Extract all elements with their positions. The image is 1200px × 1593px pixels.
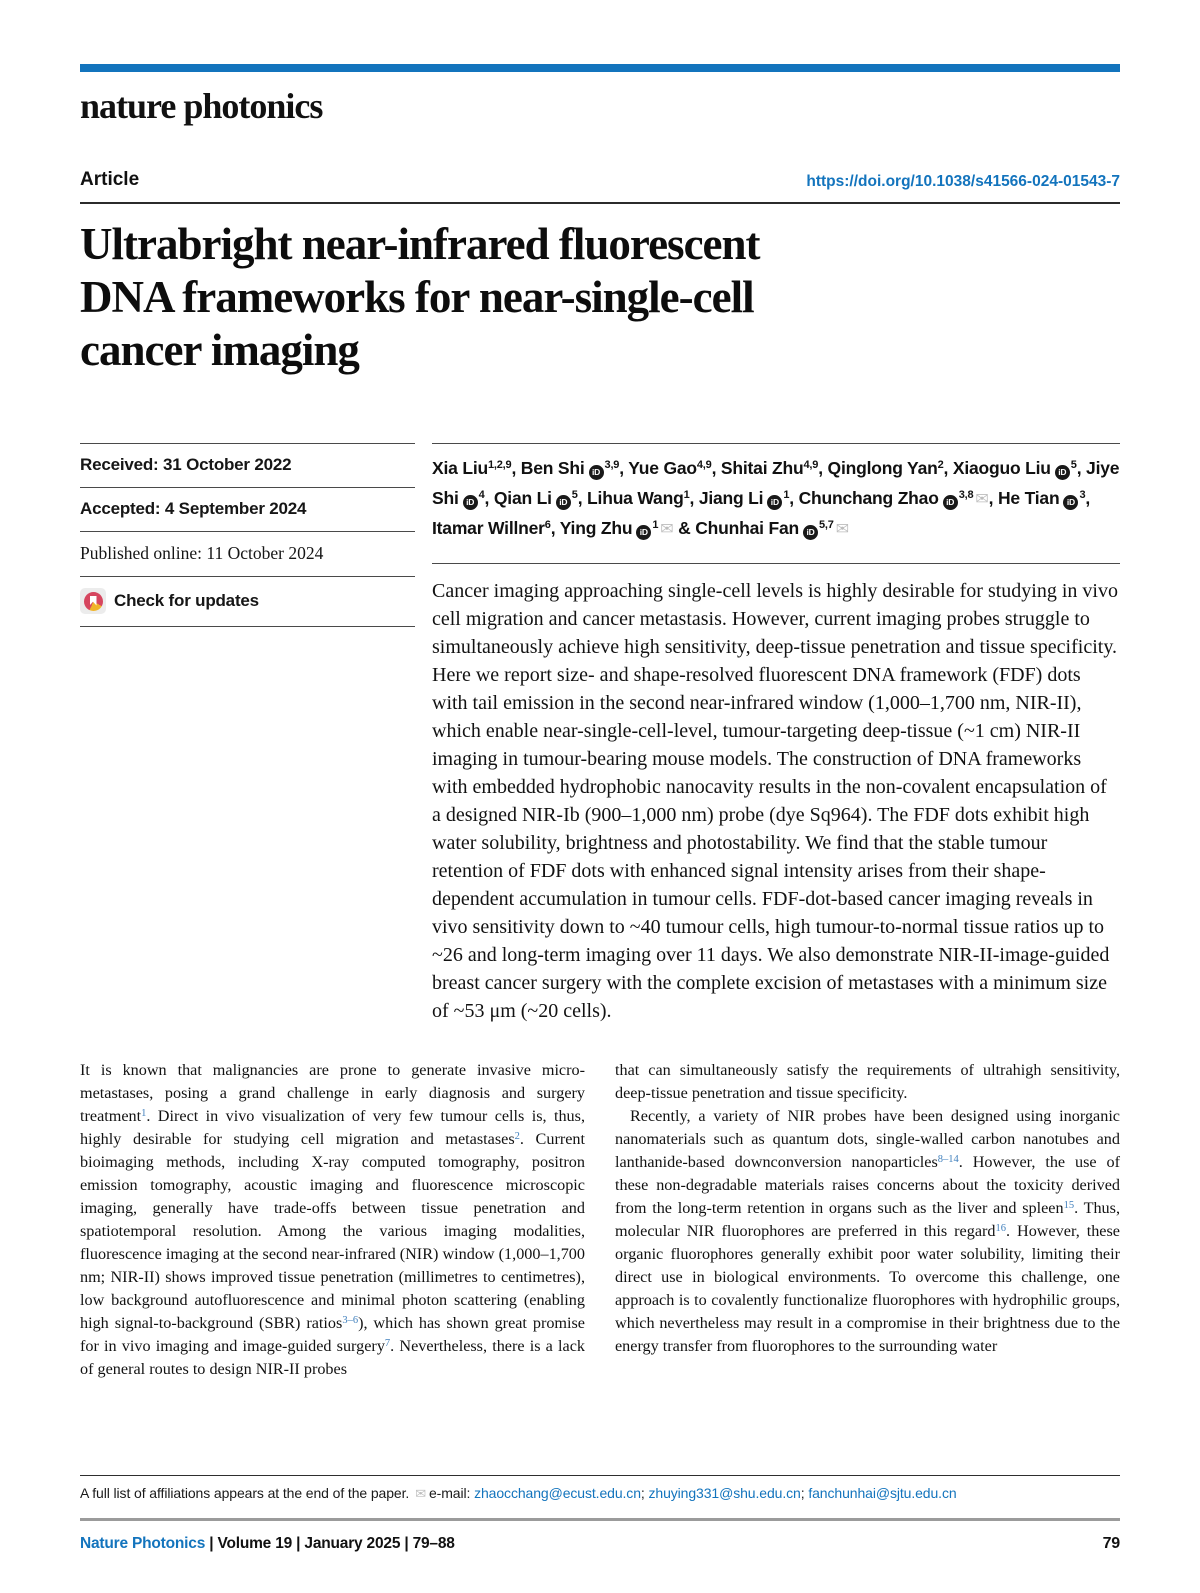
- affiliation-note-text: A full list of affiliations appears at the end of the paper.: [80, 1485, 410, 1501]
- author-separator: ,: [943, 458, 953, 478]
- author-name: Xiaoguo Liu: [952, 458, 1051, 478]
- author-separator: ,: [619, 458, 629, 478]
- citation-reference[interactable]: 3–6: [342, 1315, 359, 1326]
- author-name: Chunchang Zhao: [798, 488, 939, 508]
- author-affiliation-sup: 3: [1079, 489, 1086, 501]
- author-separator: ,: [789, 488, 799, 508]
- author-separator: &: [673, 518, 696, 538]
- email-icon[interactable]: ✉: [660, 519, 674, 538]
- author-name: He Tian: [997, 488, 1060, 508]
- check-for-updates-label: Check for updates: [114, 591, 259, 610]
- authors-and-abstract: [432, 443, 1120, 1025]
- email-label: e-mail:: [428, 1485, 475, 1501]
- orcid-icon[interactable]: iD: [463, 495, 478, 510]
- author-name: Xia Liu: [432, 458, 488, 478]
- author-affiliation-sup: 3,9: [604, 459, 620, 471]
- orcid-icon[interactable]: iD: [636, 525, 651, 540]
- body-paragraph: Recently, a variety of NIR probes have been designed using inorganic nanomaterials such as quantum dots, single-walled carbon nanotubes and lanthanide-based downconversion nanoparticles$^{8-14}$. However, the use of these non-degradable materials raises concerns about the toxicity derived from the long-term retention in organs such as the liver and spleen$^{15}$. Thus, molecular NIR fluorophores are preferred in this regard$^{16}$. However, these organic fluorophores generally exhibit poor water solubility, limiting their direct use in biological environments. To overcome this challenge, one approach is to covalently functionalize fluorophores with hydrophilic groups, which nevertheless may result in a compromise in their brightness due to the energy transfer from fluorophores to the surrounding water: [615, 1107, 1120, 1355]
- author-separator: ,: [689, 488, 699, 508]
- body-column-left: [80, 1059, 585, 1381]
- author-separator: ,: [711, 458, 721, 478]
- author-separator: ,: [550, 518, 560, 538]
- author-name: Qian Li: [493, 488, 552, 508]
- email-separator: ;: [640, 1485, 649, 1501]
- orcid-icon[interactable]: iD: [1063, 495, 1078, 510]
- body-paragraph: It is known that malignancies are prone to generate invasive micro-metastases, posing a grand challenge in early diagnosis and surgery treatment$^1$. Direct in vivo visualization of very few tumour cells is, thus, highly desirable for studying cell migration and metastases$^2$. Current bioimaging methods, including X-ray computed tomography, positron emission tomography, acoustic imaging and fluorescence microscopic imaging, generally have trade-offs between tissue penetration and spatiotemporal resolution. Among the various imaging modalities, fluorescence imaging at the second near-infrared (NIR) window (1,000–1,700 nm; NIR-II) shows improved tissue penetration (millimetres to centimetres), low background autofluorescence and minimal photon scattering (enabling high signal-to-background (SBR) ratios$^{3-6}$), which has shown great promise for in vivo imaging and image-guided surgery$^7$. Nevertheless, there is a lack of general routes to design NIR-II probes: [80, 1061, 585, 1378]
- author-separator: ,: [988, 488, 998, 508]
- orcid-icon[interactable]: iD: [1055, 465, 1070, 480]
- footer-citation: [80, 1535, 455, 1553]
- citation-reference[interactable]: 2: [514, 1131, 520, 1142]
- corresponding-email-link[interactable]: zhuying331@shu.edu.cn: [648, 1485, 801, 1501]
- author-name: Ben Shi: [520, 458, 585, 478]
- email-icon[interactable]: ✉: [835, 519, 849, 538]
- received-date: Received: 31 October 2022: [80, 443, 415, 487]
- author-affiliation-sup: 1: [783, 489, 790, 501]
- body-paragraph: that can simultaneously satisfy the requirements of ultrahigh sensitivity, deep-tissue penetration and tissue specificity.: [615, 1061, 1120, 1102]
- citation-reference[interactable]: 16: [995, 1223, 1006, 1234]
- accepted-date: Accepted: 4 September 2024: [80, 487, 415, 531]
- author-separator: ,: [484, 488, 494, 508]
- journal-accent-bar: [80, 64, 1120, 72]
- author-separator: ,: [511, 458, 521, 478]
- paper-title: [80, 218, 1120, 377]
- check-for-updates-button[interactable]: [80, 576, 415, 627]
- author-name: Qinglong Yan: [827, 458, 938, 478]
- orcid-icon[interactable]: iD: [589, 465, 604, 480]
- author-name: Ying Zhu: [559, 518, 633, 538]
- title-line: Ultrabright near-infrared fluorescent: [80, 219, 760, 269]
- author-affiliation-sup: 4,9: [696, 459, 712, 471]
- author-separator: ,: [1076, 458, 1087, 478]
- crossmark-icon: [80, 588, 106, 614]
- author-affiliation-sup: 1: [652, 519, 659, 531]
- author-name: Itamar Willner: [432, 518, 545, 538]
- citation-reference[interactable]: 15: [1063, 1200, 1075, 1211]
- orcid-icon[interactable]: iD: [803, 525, 818, 540]
- author-affiliation-sup: 5,7: [819, 519, 834, 531]
- page-number: 79: [1102, 1535, 1120, 1552]
- author-name: Yue Gao: [628, 458, 697, 478]
- email-icon: ✉: [415, 1487, 426, 1502]
- info-section: [80, 443, 1120, 1025]
- footer-citation-row: [80, 1535, 1120, 1553]
- author-name: Shitai Zhu: [720, 458, 804, 478]
- journal-footer-link[interactable]: Nature Photonics: [80, 1535, 206, 1552]
- affiliation-note-row: [80, 1475, 1120, 1502]
- page-footer: [80, 1475, 1120, 1553]
- doi-link[interactable]: https://doi.org/10.1038/s41566-024-01543-7: [806, 173, 1120, 190]
- body-column-right: [615, 1059, 1120, 1381]
- citation-reference[interactable]: 8–14: [937, 1154, 959, 1165]
- author-name: Lihua Wang: [587, 488, 684, 508]
- author-affiliation-sup: 2: [937, 459, 944, 471]
- title-line: DNA frameworks for near-single-cell: [80, 272, 754, 322]
- title-line: cancer imaging: [80, 325, 359, 375]
- author-name: Jiang Li: [698, 488, 764, 508]
- email-icon[interactable]: ✉: [975, 489, 989, 508]
- author-affiliation-sup: 4,9: [803, 459, 819, 471]
- article-history-sidebar: [80, 443, 415, 1025]
- published-date: Published online: 11 October 2024: [80, 531, 415, 576]
- author-affiliation-sup: 5: [571, 489, 578, 501]
- author-affiliation-sup: 1,2,9: [487, 459, 512, 471]
- author-list: [432, 443, 1120, 545]
- author-separator: ,: [577, 488, 588, 508]
- author-affiliation-sup: 5: [1070, 459, 1077, 471]
- abstract-text: Cancer imaging approaching single-cell levels is highly desirable for studying in vivo cell migration and cancer metastasis. However, current imaging probes struggle to simultaneously achieve high sensitivity, deep-tissue penetration and tissue specificity. Here we report size- and shape-resolved fluorescent DNA framework (FDF) dots with tail emission in the second near-infrared window (1,000–1,700 nm, NIR-II), which enable near-single-cell-level, tumour-targeting deep-tissue (~1 cm) NIR-II imaging in tumour-bearing mouse models. The construction of DNA frameworks with embedded hydrophobic nanocavity results in the non-covalent encapsulation of a designed NIR-Ib (900–1,000 nm) probe (dye Sq964). The FDF dots exhibit high water solubility, brightness and photostability. We find that the stable tumour retention of FDF dots with enhanced signal intensity arises from their shape-dependent accumulation in tumour cells. FDF-dot-based cancer imaging reveals in vivo sensitivity down to ~40 tumour cells, high tumour-to-normal tissue ratios up to ~26 and long-term imaging over 11 days. We also demonstrate NIR-II-image-guided breast cancer surgery with the complete excision of metastases with a minimum size of ~53 μm (~20 cells).: [432, 563, 1120, 1025]
- orcid-icon[interactable]: iD: [767, 495, 782, 510]
- article-header-row: [80, 169, 1120, 204]
- body-text: [80, 1059, 1120, 1381]
- author-name: Jiye Shi: [432, 458, 1120, 508]
- author-name: Chunhai Fan: [695, 518, 799, 538]
- email-separator: ;: [800, 1485, 809, 1501]
- corresponding-email-link[interactable]: fanchunhai@sjtu.edu.cn: [808, 1485, 957, 1501]
- journal-logo: nature photonics: [80, 86, 323, 126]
- orcid-icon[interactable]: iD: [943, 495, 958, 510]
- author-separator: ,: [1085, 488, 1091, 508]
- author-affiliation-sup: 4: [478, 489, 485, 501]
- article-type-label: Article: [80, 169, 140, 190]
- footer-citation-rest: | Volume 19 | January 2025 | 79–88: [205, 1535, 455, 1552]
- orcid-icon[interactable]: iD: [556, 495, 571, 510]
- citation-reference[interactable]: 7: [384, 1338, 391, 1349]
- author-separator: ,: [818, 458, 828, 478]
- author-affiliation-sup: 6: [544, 519, 551, 531]
- corresponding-email-link[interactable]: zhaocchang@ecust.edu.cn: [474, 1485, 641, 1501]
- footer-divider: [80, 1518, 1120, 1521]
- author-affiliation-sup: 3,8: [958, 489, 974, 501]
- citation-reference[interactable]: 1: [141, 1108, 147, 1119]
- author-affiliation-sup: 1: [683, 489, 690, 501]
